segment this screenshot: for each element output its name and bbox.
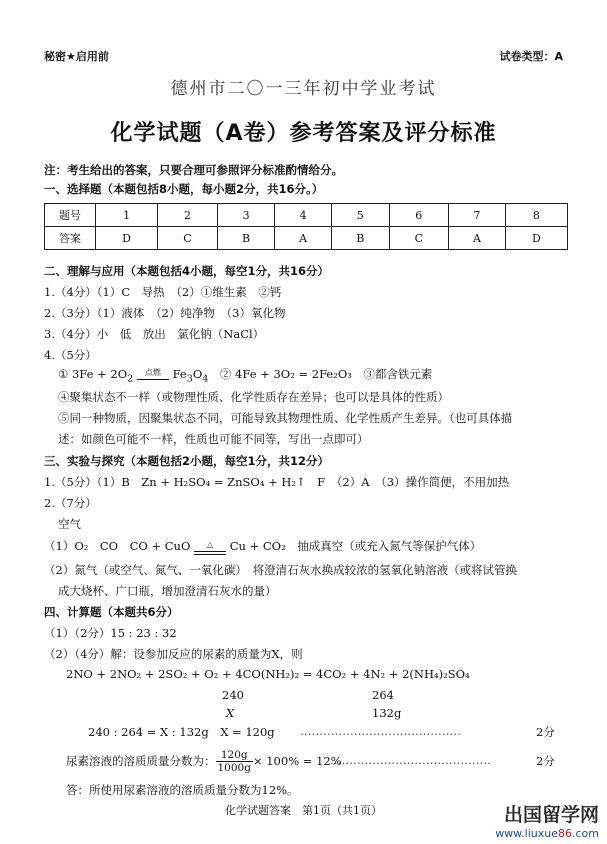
equation-part: ② 4Fe + 3O₂ = 2Fe₂O₃ ③都含铁元素 bbox=[208, 367, 433, 381]
s3-answer-2-c: （2）氮气（或空气、氮气、一氧化碳） 将澄清石灰水换成较浓的氢氧化钠溶液（或将试管换 bbox=[44, 563, 518, 577]
watermark-name: 出国留学网 bbox=[503, 804, 599, 826]
s4-molar-mass-2: 264 bbox=[372, 688, 394, 702]
section-3-heading: 三、实验与探究（本题包括2小题，每空1分，共12分） bbox=[44, 454, 330, 468]
s3-answer-2-label: 2.（7分） bbox=[44, 496, 97, 510]
equation-part: （1）O₂ CO CO + CuO bbox=[44, 539, 191, 553]
table-cell: 6 bbox=[389, 204, 449, 227]
table-cell: A bbox=[449, 227, 506, 250]
s4-equation: 2NO + 2NO₂ + 2SO₂ + O₂ + 4CO(NH₂)₂ = 4CO₂ + 4N₂ + 2(NH₄)₂SO₄ bbox=[66, 667, 470, 681]
s4-score-1: 2分 bbox=[536, 725, 555, 739]
reaction-arrow bbox=[137, 369, 169, 380]
s2-answer-4-line-1 bbox=[58, 366, 432, 384]
table-cell: 4 bbox=[275, 204, 332, 227]
reaction-condition: △ bbox=[206, 540, 214, 549]
watermark-url: www.liuxue86.com bbox=[495, 827, 599, 840]
table-header-cell: 答案 bbox=[45, 227, 96, 250]
s4-answer-2: （2）（4分）解：设参加反应的尿素的质量为X，则 bbox=[44, 647, 303, 661]
s2-answer-2: 2.（3分）（1）液体 （2）纯净物 （3）氧化物 bbox=[44, 306, 286, 320]
s3-answer-2-d: 成大烧杯、广口瓶，增加澄清石灰水的量） bbox=[58, 584, 277, 598]
s4-dots-1: …………………………………… bbox=[300, 724, 461, 738]
s2-answer-4-line-2: ④聚集状态不一样（或物理性质、化学性质存在差异；也可以是具体的性质） bbox=[58, 390, 449, 404]
equation-part: ① 3Fe + 2O bbox=[58, 367, 128, 381]
equation-part: Fe bbox=[172, 367, 187, 381]
table-cell: A bbox=[275, 227, 332, 250]
fraction-numerator: 120g bbox=[216, 749, 253, 762]
section-1-heading: 一、选择题（本题包括8小题，每小题2分，共16分。） bbox=[44, 182, 324, 196]
mass-fraction-result: × 100% = 12% bbox=[252, 754, 342, 768]
s2-answer-4-line-4: 述：如颜色可能不一样，性质也可能不同等，写出一点即可） bbox=[58, 432, 369, 446]
fraction-denominator: 1000g bbox=[217, 761, 251, 774]
table-cell: 8 bbox=[505, 204, 567, 227]
s4-dots-2: …………………………………… bbox=[330, 753, 491, 767]
table-cell: B bbox=[217, 227, 275, 250]
s3-answer-2-b bbox=[44, 538, 481, 555]
s3-answer-2-a: 空气 bbox=[58, 517, 81, 531]
s2-answer-1: 1.（4分）（1）C 导热 （2）①维生素 ②钙 bbox=[44, 285, 282, 299]
reaction-arrow bbox=[194, 541, 226, 555]
subscript: 2 bbox=[127, 373, 134, 385]
equation-part: O bbox=[192, 367, 203, 381]
s3-answer-1: 1.（5分）（1）B Zn + H₂SO₄ = ZnSO₄ + H₂↑ F （2）A （3）操作简便，不用加热 bbox=[44, 475, 510, 489]
table-row-numbers bbox=[45, 204, 568, 227]
subscript: 4 bbox=[202, 373, 209, 385]
s4-given-mass: 132g bbox=[372, 706, 402, 720]
table-cell: 2 bbox=[158, 204, 218, 227]
page-footer: 化学试题答案 第1页（共1页） bbox=[225, 804, 382, 817]
watermark bbox=[495, 800, 599, 840]
s4-answer-1: （1）（2分）15 : 23 : 32 bbox=[44, 626, 177, 640]
s2-answer-3: 3.（4分）小 低 放出 氯化钠（NaCl） bbox=[44, 327, 265, 341]
s4-molar-mass-1: 240 bbox=[222, 688, 244, 702]
section-2-heading: 二、理解与应用（本题包括4小题，每空1分，共16分） bbox=[44, 264, 330, 278]
answer-table bbox=[44, 203, 568, 250]
mass-fraction-label: 尿素溶液的溶质质量分数为： bbox=[66, 754, 216, 768]
s4-ratio: 240 : 264 = X : 132g X = 120g bbox=[88, 725, 275, 739]
s2-answer-4-line-3: ⑤同一种物质，因聚集状态不同，可能导致其物理性质、化学性质产生差异。（也可具体描 bbox=[58, 411, 513, 425]
grading-note: 注：考生给出的答案，只要合理可参照评分标准酌情给分。 bbox=[44, 163, 343, 177]
table-cell: D bbox=[96, 227, 158, 250]
section-4-heading: 四、计算题（本题共6分） bbox=[44, 605, 179, 619]
table-cell: B bbox=[331, 227, 389, 250]
table-cell: 3 bbox=[217, 204, 275, 227]
table-cell: 1 bbox=[96, 204, 158, 227]
s4-variable: X bbox=[226, 706, 235, 720]
s2-answer-4-label: 4.（5分） bbox=[44, 348, 97, 362]
table-header-cell: 题号 bbox=[45, 204, 96, 227]
paper-type-label: 试卷类型：A bbox=[499, 50, 563, 63]
subscript: 3 bbox=[186, 373, 193, 385]
table-cell: D bbox=[505, 227, 567, 250]
page-title: 化学试题（A卷）参考答案及评分标准 bbox=[110, 121, 497, 146]
table-cell: 7 bbox=[449, 204, 506, 227]
s4-mass-fraction bbox=[66, 744, 342, 778]
equation-part: Cu + CO₂ 抽成真空（或充入氮气等保护气体） bbox=[229, 539, 482, 553]
confidential-label: 秘密★启用前 bbox=[44, 50, 109, 63]
table-cell: C bbox=[158, 227, 218, 250]
table-cell: C bbox=[389, 227, 449, 250]
exam-subtitle: 德州市二〇一三年初中学业考试 bbox=[170, 79, 437, 99]
table-cell: 5 bbox=[331, 204, 389, 227]
s4-score-2: 2分 bbox=[536, 754, 555, 768]
table-row-answers bbox=[45, 227, 568, 250]
fraction bbox=[216, 749, 253, 774]
reaction-condition: 点燃 bbox=[144, 368, 161, 377]
s4-final-answer: 答：所使用尿素溶液的溶质质量分数为12%。 bbox=[66, 783, 299, 797]
